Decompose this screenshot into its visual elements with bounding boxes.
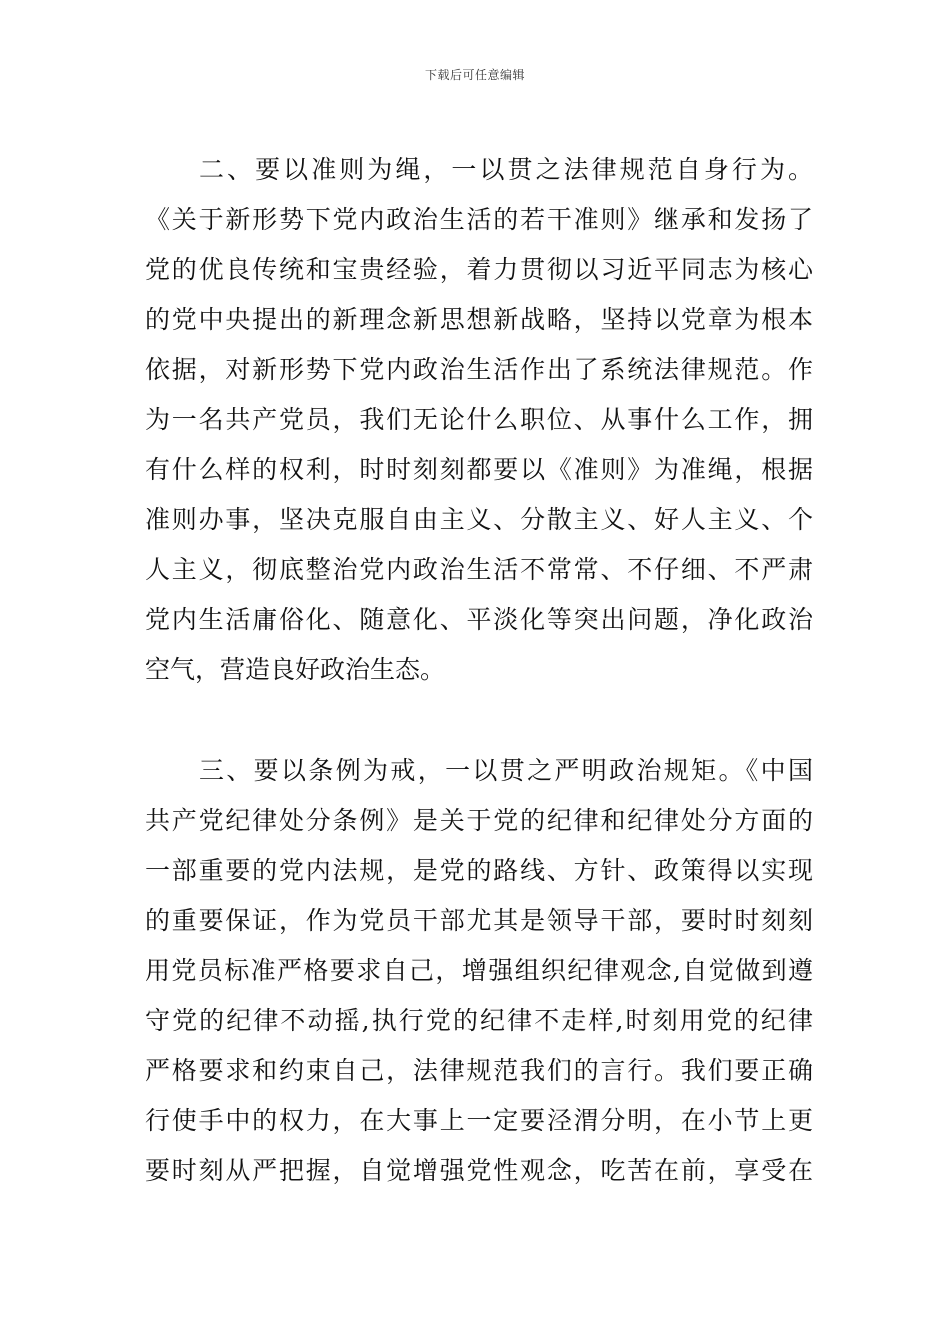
text-line: 党内生活庸俗化、随意化、平淡化等突出问题，净化政治 [145,605,813,634]
text-line: 准则办事，坚决克服自由主义、分散主义、好人主义、个 [145,505,813,534]
text-line: 二、要以准则为绳，一以贯之法律规范自身行为。 [199,155,813,184]
text-line: 要时刻从严把握，自觉增强党性观念，吃苦在前，享受在 [145,1156,813,1185]
text-line: 《关于新形势下党内政治生活的若干准则》继承和发扬了 [145,205,813,234]
text-line: 的党中央提出的新理念新思想新战略，坚持以党章为根本 [145,305,813,334]
text-line: 用党员标准严格要求自己，增强组织纪律观念,自觉做到遵 [145,956,813,985]
text-line: 三、要以条例为戒，一以贯之严明政治规矩。《中国 [199,756,813,785]
text-line: 依据，对新形势下党内政治生活作出了系统法律规范。作 [145,355,813,384]
text-line: 一部重要的党内法规，是党的路线、方针、政策得以实现 [145,856,813,885]
text-line: 共产党纪律处分条例》是关于党的纪律和纪律处分方面的 [145,806,813,835]
text-line: 的重要保证，作为党员干部尤其是领导干部，要时时刻刻 [145,906,813,935]
text-line: 行使手中的权力，在大事上一定要泾渭分明，在小节上更 [145,1106,813,1135]
header-note: 下载后可任意编辑 [424,68,525,82]
text-line: 为一名共产党员，我们无论什么职位、从事什么工作，拥 [145,405,813,434]
paragraph-2 [145,145,813,695]
text-line: 有什么样的权利，时时刻刻都要以《准则》为准绳，根据 [145,455,813,484]
text-line: 人主义，彻底整治党内政治生活不常常、不仔细、不严肃 [145,555,813,584]
text-line: 党的优良传统和宝贵经验，着力贯彻以习近平同志为核心 [145,255,813,284]
text-line: 严格要求和约束自己，法律规范我们的言行。我们要正确 [145,1056,813,1085]
text-line: 空气，营造良好政治生态。 [145,655,446,684]
text-line: 守党的纪律不动摇,执行党的纪律不走样,时刻用党的纪律 [145,1006,813,1035]
paragraph-3 [145,746,813,1196]
